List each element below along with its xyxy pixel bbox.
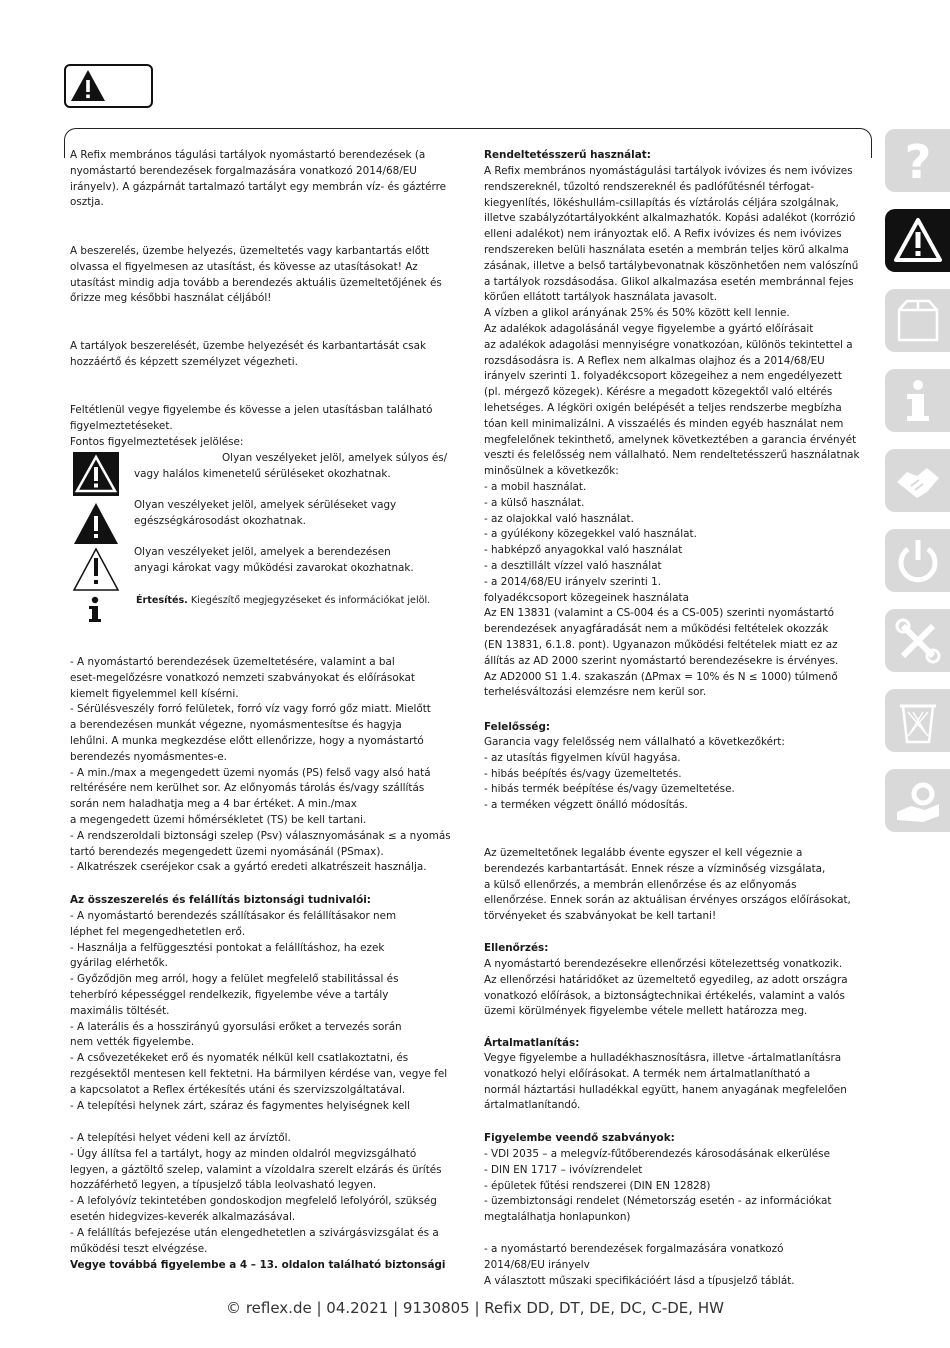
sidebar-tab-question[interactable]	[885, 129, 950, 192]
intended-use-heading: Rendeltetésszerű használat:	[484, 149, 651, 161]
notice-label: Értesítés.	[136, 595, 188, 606]
box-icon	[893, 296, 943, 346]
safety-reference-note: Vegye továbbá figyelembe a 4 – 13. oldalon található biztonsági	[70, 1259, 446, 1271]
directive-list: - a nyomástartó berendezések forgalmazására vonatkozó 2014/68/EU irányelv A választott műszaki specifikációért lásd a típusjelző táblát.	[484, 1243, 795, 1287]
liability-list: Garancia vagy felelősség nem vállalható a következőkért: - az utasítás figyelmen kívül hagyása. - hibás beépítés és/vagy üzemeltetés. - hibás termék beépítése és/vagy üzemeltetése. - a terméken végzett önálló módosítás.	[484, 736, 785, 812]
qualified-staff-paragraph: A tartályok beszerelését, üzembe helyezését és karbantartását csak hozzáértő és képzett személyzet végezheti.	[70, 340, 426, 368]
info-icon	[893, 376, 943, 426]
recycle-bin-icon	[893, 696, 943, 746]
disposal-text: Vegye figyelembe a hulladékhasznosításra, illetve -ártalmatlanításra vonatkozó helyi előírásokat. A termék nem ártalmatlanítható a normál háztartási hulladékkal együtt, hanem anyagának megfelelően ártalmatlanítandó.	[484, 1052, 847, 1112]
caution-text: Olyan veszélyeket jelöl, amelyek a berendezésen anyagi károkat vagy működési zavarokat okozhatnak.	[134, 546, 414, 574]
standards-heading: Figyelembe veendő szabványok:	[484, 1132, 675, 1144]
warning-icon	[893, 216, 943, 266]
tools-icon	[893, 616, 943, 666]
safety-list: - A nyomástartó berendezések üzemeltetésére, valamint a bal eset-megelőzésre vonatkozó nemzeti szabványokat és előírásokat kiemelt figyelemmel kell kísérni. - Sérülésveszély forró felületek, forró víz vagy forró gőz miatt. Mielőtt a berendezésen munkát végezne, nyomásmentesítse és hagyja lehűlni. A munka megkezdése előtt ellenőrizze, hogy a nyomástartó berendezés nyomásmentes-e. - A min./max a megengedett üzemi nyomás (PS) felső vagy alsó hatá reltérésére nem kerülhet sor. Az előnyomás tárolás és/vagy szállítás során nem haladhatja meg a 4 bar értéket. A min./max a megengedett üzemi hőmérsékletet (TS) be kell tartani. - A rendszeroldali biztonsági szelep (Psv) válasznyomásának ≤ a nyomás tartó berendezés megengedett üzemi nyomásánál (PSmax). - Alkatrészek cseréjekor csak a gyártó eredeti alkatrészeit használja.	[70, 656, 451, 874]
sidebar-tab-info[interactable]	[885, 369, 950, 432]
question-icon	[893, 136, 943, 186]
sidebar-tab-disposal[interactable]	[885, 689, 950, 752]
standards-list: - VDI 2035 – a melegvíz-fűtőberendezés károsodásának elkerülése - DIN EN 1717 – ivóvízrendelet - épületek fűtési rendszerei (DIN EN 12828) - üzembiztonsági rendelet (Németország esetén - az információkat megtalálhatja honlapunkon)	[484, 1148, 832, 1224]
install-location-list: - A telepítési helyet védeni kell az árvíztől. - Úgy állítsa fel a tartályt, hogy az minden oldalról megvizsgálható legyen, a gáztöltő szelep, valamint a vízoldalra szerelt elzárás és ürítés hozzáférhető legyen, a típusjelző tábla leolvasható legyen. - A lefolyóvíz tekintetében gondoskodjon megfelelő lefolyóról, szükség esetén hidegvizes-keverék alkalmazásával. - A felállítás befejezése után elengedhetetlen a szivárgásvizsgálat és a működési teszt elvégzése.	[70, 1132, 442, 1255]
svg-text:?: ?	[904, 135, 931, 186]
info-icon	[86, 596, 104, 624]
danger-warning-text: Olyan veszélyeket jelöl, amelyek súlyos és/ vagy halálos kimenetelű sérüléseket okozhatnak.	[134, 452, 448, 480]
service-hand-icon	[893, 776, 943, 826]
caution-icon	[72, 546, 120, 592]
intended-use-text: A Refix membrános nyomástágulási tartályok ivóvizes és nem ivóvizes rendszereknél, tűzoltó rendszereknél és padlófűtésnél térfogat- kiegyenlítés, lökéshullám-csillapítás és víztárolás céljára szolgálnak, illetve szabályzótartályokként alkalmazhatók. Kopási adalékot (korrózió elleni adalékot) nem irányoztak elő. A Refix ivóvizes és nem ivóvizes rendszereken belüli használata esetén a membrán teljes körű alkalma zásának, illetve a belső tartálybevonatnak köszönhetően nem valószínű a tartályok rozsdásodása. Glikol alkalmazása esetén membránnal fejes körűen ellátott tartályok használata javasolt. A vízben a glikol arányának 25% és 50% között kell lennie. Az adalékok adagolásánál vegye figyelembe a gyártó előírásait az adalékok adagolási mennyiségre vonatkozóan, különös tekintettel a rozsdásodásra is. A Reflex nem alkalmas olajhoz és a 2014/68/EU irányelv szerinti 1. folyadékcsoport közegeihez a nem engedélyezett (pl. mérgező közegek). Kérésre a megadott közegektől való eltérés lehetséges. A légköri oxigén belépését a teljes rendszerbe megbízha tóan kell minimalizálni. A visszaélés és minden egyéb használat nem megfelelőnek tekinthető, amelynek következtében a garancia érvényét veszti és felelősség nem vállalható. Nem rendeltetésszerű használatnak minősülnek a következők: - a mobil használat. - a külső használat. - az olajokkal való használat. - a gyúlékony közegekkel való használat. - habképző anyagokkal való használat - a desztillált vízzel való használat - a 2014/68/EU irányelv szerinti 1. folyadékcsoport közegeinek használata Az EN 13831 (valamint a CS-004 és a CS-005) szerinti nyomástartó berendezések anyagfáradását nem a működési feltételek okozzák (EN 13831, 6.1.8. pont). Ugyanazon működési feltételek miatt ez az állítás az AD 2000 szerint nyomástartó berendezésekre is érvényes. Az AD2000 S1 1.4. szakaszán (ΔPmax = 10% és N ≤ 1000) túlmenő terhelésváltozási elemzésre nem kerül sor.	[484, 165, 860, 699]
danger-warning-icon	[72, 451, 120, 497]
disposal-heading: Ártalmatlanítás:	[484, 1037, 580, 1049]
read-instructions-paragraph: A beszerelés, üzembe helyezés, üzemeltetés vagy karbantartás előtt olvassa el figyelmesen az utasítást, és kövesse az utasításokat! Az utasítást mindig adja tovább a berendezés aktuális üzemeltetőjének és őrizze meg későbbi használat céljából!	[70, 245, 442, 305]
power-icon	[893, 536, 943, 586]
inspection-heading: Ellenőrzés:	[484, 942, 549, 954]
notice-text: Értesítés. Kiegészítő megjegyzéseket és információkat jelöl.	[136, 595, 431, 606]
header-warning-badge	[64, 64, 153, 108]
warning-icon	[68, 67, 108, 105]
install-safety-heading: Az összeszerelés és felállítás biztonsági tudnivalói:	[70, 894, 371, 906]
sidebar-tab-power[interactable]	[885, 529, 950, 592]
sidebar-tab-tools[interactable]	[885, 609, 950, 672]
warning-text: Olyan veszélyeket jelöl, amelyek sérüléseket vagy egészségkárosodást okozhatnak.	[134, 499, 397, 527]
sidebar-tab-service[interactable]	[885, 769, 950, 832]
install-safety-list: - A nyomástartó berendezés szállításakor és felállításakor nem léphet fel megengedhetetlen erő. - Használja a felfüggesztési pontokat a felállításhoz, ha ezek gyárilag elérhetők. - Győződjön meg arról, hogy a felület megfelelő stabilitással és teherbíró képességgel rendelkezik, figyelembe véve a tartály maximális töltését. - A laterális és a hosszirányú gyorsulási erőket a tervezés során nem vették figyelembe. - A csővezetékeket erő és nyomaték nélkül kell csatlakoztatni, és rezgésektől mentesen kell fektetni. Ha bármilyen kérdése van, vegye fel a kapcsolatot a Reflex értékesítés utáni és szervizszolgáltatával. - A telepítési helynek zárt, száraz és fagymentes helyiségnek kell	[70, 910, 448, 1112]
sidebar-tab-handshake[interactable]	[885, 449, 950, 512]
maintenance-text: Az üzemeltetőnek legalább évente egyszer el kell végeznie a berendezés karbantartását. Ennek része a vízminőség vizsgálata, a külső ellenőrzés, a membrán ellenőrzése és az előnyomás ellenőrzése. Ennek során az aktuálisan érvényes országos előírásokat, törvényeket és szabványokat be kell tartani!	[484, 847, 851, 923]
page-footer: © reflex.de | 04.2021 | 9130805 | Refix DD, DT, DE, DC, C-DE, HW	[226, 1299, 724, 1317]
sidebar-tab-box[interactable]	[885, 289, 950, 352]
intro-paragraph: A Refix membrános tágulási tartályok nyomástartó berendezések (a nyomástartó berendezések forgalmazására vonatkozó 2014/68/EU irányelv). A gázpárnát tartalmazó tartályt egy membrán víz- és gáztérre osztja.	[70, 149, 447, 209]
warnings-intro-paragraph: Feltétlenül vegye figyelembe és kövesse a jelen utasításban található figyelmeztetéseket. Fontos figyelmeztetések jelölése:	[70, 404, 433, 448]
inspection-text: A nyomástartó berendezésekre ellenőrzési kötelezettség vonatkozik. Az ellenőrzési határidőket az üzemeltető egyedileg, az adott országra vonatkozó előírások, a biztonságtechnikai értékelés, valamint a valós üzemi körülmények figyelembe vétele mellett határozza meg.	[484, 958, 848, 1018]
handshake-icon	[893, 456, 943, 506]
sidebar-tab-warning[interactable]	[885, 209, 950, 272]
liability-heading: Felelősség:	[484, 721, 551, 733]
warning-icon	[72, 500, 120, 546]
